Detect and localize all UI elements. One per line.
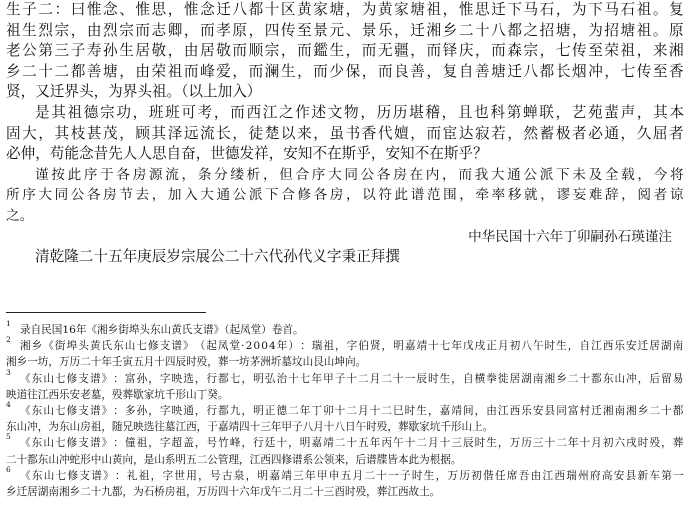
footnote-number: 3 — [6, 367, 11, 377]
footnote-number: 4 — [6, 399, 11, 409]
footnote-line: 《 东 山 七 修 支 谱 》 ： 多 孙 ， 字 映 通 ， 行 都 九 ， 明 正 德 二 年 丁 卯 十 二 月 十 二 巳 时 生 ， 嘉 靖 间 ， 由 江 西 乐 安 县 同 富 村 迁 湘 南 湘 乡 二 十 都 — [20, 404, 684, 417]
footnote-number: 6 — [6, 464, 11, 474]
text-line: 乡 二 十 二 都 善 塘 ， 由 荣 祖 而 峰 爱 ， 而 澜 生 ， 而 少 保 ， 而 良 善 ， 复 自 善 塘 迁 八 都 长 烟 冲 ， 七 传 至 香 — [6, 62, 684, 80]
paragraph-2 — [6, 103, 684, 165]
footnote-divider — [6, 312, 206, 313]
footnote-line: 东山冲，为东山房祖，随兄映选往墓江西，于嘉靖四十三年甲子八月十八日午时殁，葬歇家坑千形山上。 — [6, 421, 494, 434]
footnote-line: 《 东 山 七 修 支 谱 》 ： 僮 祖 ， 字 超 盖 ， 号 竹 峰 ， 行 廷 十 ， 明 嘉 靖 二 十 五 年 丙 午 十 二 月 十 三 辰 时 生 ， 万 历 三 十 二 年 十 月 初 六 戌 时 殁 ， 葬 — [20, 437, 684, 450]
footnote-6 — [6, 464, 684, 500]
footnote-2 — [6, 335, 684, 370]
text-line: 必伸，苟能念昔先人人思自奋，世德发祥，安知不在斯乎，安知不在斯乎？ — [6, 145, 488, 163]
footnote-line: 《 东 山 七 修 支 谱 》 ： 礼 祖 ， 字 世 用 ， 号 古 泉 ， 明 嘉 靖 三 年 甲 申 五 月 二 十 一 子 时 生 ， 万 历 初 偕 任 席 吾 由 江 西 瑞 州 府 高 安 县 新 车 第 一 — [20, 469, 684, 482]
text-line: 贤，又迁界头，为界头祖。（以上加入） — [6, 83, 262, 101]
footnote-1 — [6, 319, 684, 338]
footnote-line: 录自民国16年《湘乡街埠头东山黄氏支谱》（起凤堂）卷首。 — [20, 324, 304, 336]
text-line: 生 子 二 ： 曰 惟 念 、 惟 思 ， 惟 念 迁 八 都 十 区 黄 家 塘 ， 为 黄 家 塘 祖 ， 惟 思 迁 下 马 石 ， 为 下 马 石 祖 。 复 — [6, 1, 684, 18]
text-line: 谨 按 此 序 于 各 房 源 流 ， 条 分 缕 析 ， 但 合 序 大 同 公 各 房 在 内 ， 而 我 大 通 公 派 下 未 及 全 载 ， 今 将 — [35, 166, 684, 183]
signature: 中华民国十六年丁卯嗣孙石瑛谨注 — [468, 228, 672, 245]
footnote-4 — [6, 399, 684, 435]
footnote-number: 5 — [6, 432, 11, 442]
paragraph-1 — [6, 0, 684, 103]
footnote-line: 湘 乡 《 街 埠 头 黄 氏 东 山 七 修 支 谱 》 （ 起 凤 堂 · 2 0 0 4 年 ） ： 瑞 祖 ， 字 伯 贤 ， 明 嘉 靖 十 七 年 戊 戌 正 月 初 八 午 时 生 ， 自 江 西 乐 安 迁 居 湖 南 — [20, 340, 684, 353]
text-line: 老 公 第 三 子 寿 孙 生 居 敬 ， 由 居 敬 而 顺 宗 ， 而 鑑 生 ， 而 无 疆 ， 而 铎 庆 ， 而 森 宗 ， 七 传 至 荣 祖 ， 来 湘 — [6, 42, 684, 60]
footnote-line: 乡迁居湖南湘乡二十九都，为石桥房祖，万历四十六年戊午二月二十三酉时殁，葬江西故土。 — [6, 485, 441, 498]
closing-line: 清乾隆二十五年庚辰岁宗展公二十六代孙代义字秉正拜撰 — [35, 248, 400, 266]
footnote-line: 映道往江西乐安老墓，殁葬歇家坑千形山丁癸。 — [6, 388, 229, 401]
footnote-line: 二十都东山冲蛇形中山黄向，是山系明五二公管理，江西四修谱系公领来，后谱牒皆本此为根据。 — [6, 453, 462, 466]
text-line: 所 序 大 同 公 各 房 节 去 ， 加 入 大 通 公 派 下 合 修 各 房 ， 以 符 此 谱 范 围 ， 牵 率 移 就 ， 谬 妄 难 辞 ， 阅 者 谅 — [6, 187, 684, 204]
footnote-line: 《 东 山 七 修 支 谱 》 ： 富 孙 ， 字 映 选 ， 行 都 七 ， 明 弘 治 十 七 年 甲 子 十 二 月 二 十 一 辰 时 生 ， 自 横 拳 徙 居 湖 南 湘 乡 二 十 都 东 山 冲 ， 后 留 易 — [20, 372, 684, 385]
main-text — [6, 0, 684, 268]
footnote-number: 1 — [6, 319, 11, 328]
footnote-line: 湘乡一坊，万历二十年壬寅五月十四辰时殁，葬一坊茅洲圻墓坟山艮山坤向。 — [6, 356, 367, 369]
text-line: 是 其 祖 德 宗 功 ， 班 班 可 考 ， 而 西 江 之 作 述 文 物 ， 历 历 堪 稽 ， 且 也 科 第 蝉 联 ， 艺 苑 蜚 声 ， 其 本 — [35, 103, 684, 121]
text-line: 祖 生 烈 宗 ， 由 烈 宗 而 志 卿 ， 而 孝 原 ， 四 传 至 景 元 、 景 乐 ， 迁 湘 乡 二 十 八 都 之 招 塘 ， 为 招 塘 祖 。 原 — [6, 21, 684, 39]
text-line: 固 大 ， 其 枝 甚 茂 ， 顾 其 泽 远 流 长 ， 徒 楚 以 来 ， 虽 书 香 代 嬗 ， 而 宦 达 寂 若 ， 然 蓄 极 者 必 通 ， 久 屈 者 — [6, 124, 684, 142]
footnote-3 — [6, 367, 684, 403]
paragraph-3 — [6, 165, 684, 227]
footnote-number: 2 — [6, 335, 11, 345]
text-line: 之。 — [6, 207, 34, 224]
footnotes — [6, 319, 684, 500]
footnote-5 — [6, 432, 684, 467]
